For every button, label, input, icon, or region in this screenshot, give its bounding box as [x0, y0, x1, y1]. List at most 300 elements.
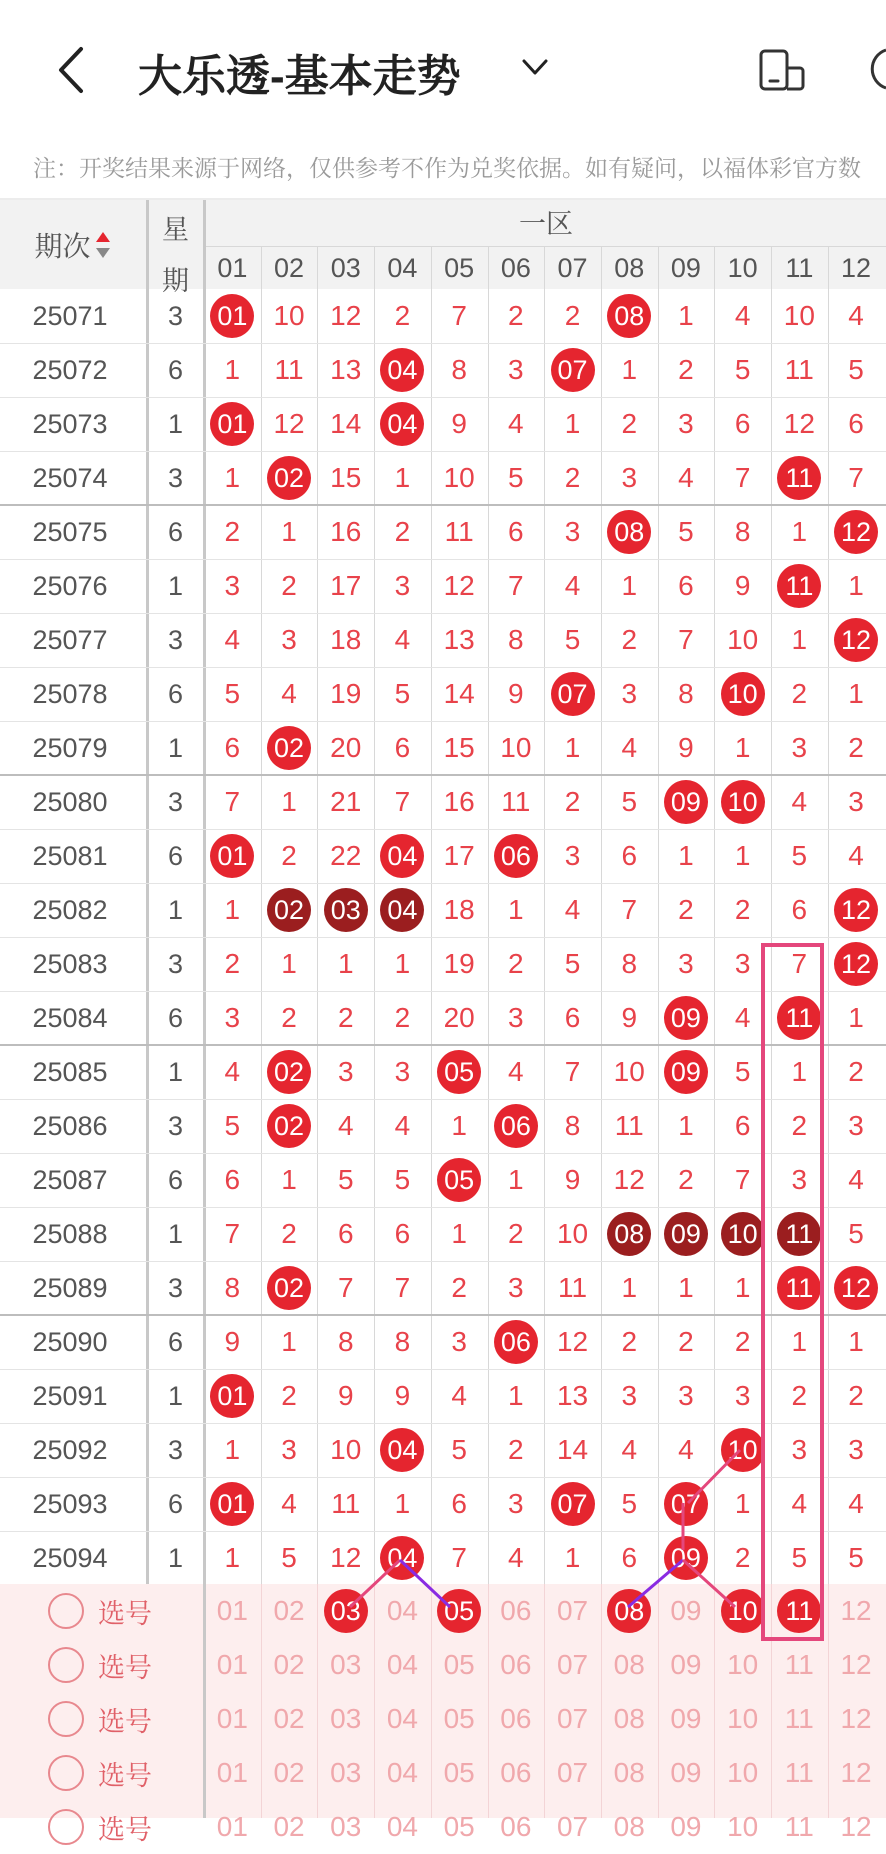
trend-cell: 7: [451, 1542, 467, 1573]
drawn-ball-cell: [374, 1423, 431, 1477]
drawn-ball-cell: [204, 1369, 261, 1423]
selected-number-ball[interactable]: 05: [437, 1589, 481, 1633]
trend-cell: 6: [848, 408, 864, 439]
pick-number[interactable]: [431, 1584, 488, 1638]
pick-row-select[interactable]: [0, 1638, 200, 1692]
trend-cell: 2: [224, 948, 241, 979]
trend-cell: 4: [564, 894, 581, 925]
week-cell: 1: [167, 408, 184, 439]
trend-cell: 1: [281, 786, 297, 817]
trend-cell: 1: [564, 732, 581, 763]
trend-cell: 5: [848, 1218, 864, 1249]
pick-number[interactable]: 05: [443, 1757, 475, 1788]
pick-number[interactable]: 01: [216, 1595, 248, 1626]
drawn-number-ball: 09: [664, 1212, 708, 1256]
trend-cell: 2: [564, 462, 581, 493]
pick-number[interactable]: [601, 1584, 658, 1638]
pick-number[interactable]: 10: [727, 1703, 759, 1734]
trend-cell: 1: [224, 1434, 241, 1465]
number-header: 03: [330, 253, 361, 283]
trend-cell: 7: [394, 1272, 411, 1303]
pick-number[interactable]: 12: [840, 1811, 872, 1842]
pick-number[interactable]: 02: [273, 1811, 305, 1842]
trend-cell: 6: [734, 1110, 751, 1141]
column-line: [317, 1584, 318, 1818]
drawn-number-ball: 02: [267, 456, 311, 500]
trend-cell: 5: [451, 1434, 467, 1465]
trend-cell: 10: [556, 1218, 589, 1249]
trend-cell: 1: [734, 1488, 751, 1519]
trend-cell: 8: [564, 1110, 581, 1141]
column-line: [658, 1584, 659, 1818]
trend-cell: 4: [734, 1002, 751, 1033]
trend-cell: 2: [678, 354, 694, 385]
week-cell: 3: [167, 462, 184, 493]
period-cell: 25090: [32, 1326, 108, 1357]
trend-cell: 3: [678, 948, 694, 979]
trend-cell: 3: [281, 1434, 297, 1465]
trend-cell: 7: [734, 462, 751, 493]
pick-number[interactable]: 01: [216, 1703, 248, 1734]
trend-cell: 1: [848, 678, 864, 709]
pick-number[interactable]: 04: [386, 1811, 419, 1842]
period-cell: 25084: [32, 1002, 108, 1033]
drawn-number-ball: 10: [721, 780, 765, 824]
trend-cell: 4: [394, 1110, 411, 1141]
drawn-ball-cell: [374, 397, 431, 451]
drawn-ball-cell: [261, 451, 318, 505]
trend-cell: 4: [678, 462, 694, 493]
trend-cell: 5: [848, 1542, 864, 1573]
trend-cell: 2: [791, 1110, 808, 1141]
trend-cell: 5: [224, 1110, 241, 1141]
pick-number[interactable]: 03: [330, 1811, 362, 1842]
trend-cell: 4: [508, 408, 524, 439]
pick-number[interactable]: 07: [556, 1811, 589, 1842]
pick-number[interactable]: 08: [613, 1757, 645, 1788]
trend-cell: 4: [621, 732, 638, 763]
trend-cell: 13: [330, 354, 362, 385]
trend-cell: 11: [331, 1488, 361, 1519]
drawn-number-ball: 12: [834, 888, 878, 932]
trend-cell: 2: [564, 300, 581, 331]
number-header: 06: [500, 253, 531, 283]
trend-cell: 3: [508, 1272, 524, 1303]
pick-number[interactable]: 08: [613, 1811, 645, 1842]
pick-number[interactable]: 02: [273, 1703, 305, 1734]
trend-cell: 3: [394, 570, 411, 601]
trend-cell: 2: [281, 1218, 297, 1249]
pick-number[interactable]: 05: [443, 1811, 475, 1842]
drawn-ball-cell: [204, 289, 261, 343]
trend-cell: 6: [451, 1488, 467, 1519]
trend-cell: 5: [564, 624, 581, 655]
trend-cell: 1: [734, 1272, 751, 1303]
trend-cell: 2: [337, 1002, 354, 1033]
trend-cell: 9: [394, 1380, 411, 1411]
disclaimer-note: 注：开奖结果来源于网络，仅供参考不作为兑奖依据。如有疑问，以福体彩官方数: [33, 155, 861, 181]
trend-cell: 3: [508, 354, 524, 385]
drawn-ball-cell: [601, 1207, 658, 1261]
trend-cell: 10: [330, 1434, 362, 1465]
trend-cell: 4: [734, 300, 751, 331]
trend-cell: 4: [848, 300, 864, 331]
pick-number[interactable]: 12: [840, 1757, 872, 1788]
divider-week: [203, 1584, 206, 1818]
pick-number[interactable]: 09: [670, 1703, 702, 1734]
trend-cell: 11: [274, 354, 304, 385]
trend-cell: 2: [394, 516, 411, 547]
trend-cell: 1: [508, 1380, 524, 1411]
pick-number[interactable]: 05: [443, 1649, 475, 1680]
drawn-ball-cell: [261, 1261, 318, 1315]
trend-cell: 1: [791, 516, 808, 547]
trend-cell: 4: [848, 1488, 864, 1519]
drawn-number-ball: 10: [721, 672, 765, 716]
drawn-number-ball: 09: [664, 996, 708, 1040]
number-header: 12: [841, 253, 872, 283]
page-title[interactable]: 大乐透-基本走势: [138, 52, 461, 101]
week-cell: 6: [167, 1002, 184, 1033]
period-cell: 25078: [32, 678, 108, 709]
pick-number[interactable]: 08: [613, 1703, 645, 1734]
drawn-number-ball: 10: [721, 1212, 765, 1256]
pick-number[interactable]: 09: [670, 1595, 702, 1626]
drawn-number-ball: 01: [210, 402, 254, 446]
pick-number[interactable]: 02: [273, 1757, 305, 1788]
trend-cell: 3: [848, 1110, 864, 1141]
drawn-number-ball: 02: [267, 726, 311, 770]
week-label-top: 星: [162, 215, 189, 245]
pick-number[interactable]: 06: [500, 1649, 532, 1680]
drawn-ball-cell: [601, 505, 658, 559]
drawn-ball-cell: [771, 1207, 828, 1261]
trend-cell: 8: [394, 1326, 411, 1357]
radio-circle-icon[interactable]: [48, 1809, 84, 1845]
trend-cell: 4: [791, 786, 808, 817]
chevron-down-icon[interactable]: [520, 55, 550, 79]
drawn-ball-cell: [658, 1477, 715, 1531]
trend-cell: 6: [224, 1164, 241, 1195]
pick-number[interactable]: 10: [727, 1811, 759, 1842]
pick-number[interactable]: 11: [784, 1703, 814, 1734]
column-line: [544, 1584, 545, 1818]
trend-cell: 12: [556, 1326, 589, 1357]
trend-cell: 10: [613, 1056, 645, 1087]
pick-number[interactable]: 04: [386, 1595, 419, 1626]
drawn-number-ball: 11: [777, 1212, 821, 1256]
trend-cell: 4: [791, 1488, 808, 1519]
drawn-number-ball: 12: [834, 942, 878, 986]
pick-number[interactable]: 03: [330, 1757, 362, 1788]
trend-cell: 1: [734, 732, 751, 763]
trend-cell: 10: [727, 624, 759, 655]
radio-circle-icon[interactable]: [48, 1647, 84, 1683]
pick-number[interactable]: 10: [727, 1757, 759, 1788]
trend-cell: 2: [791, 678, 808, 709]
week-cell: 3: [167, 1110, 184, 1141]
trend-cell: 8: [678, 678, 694, 709]
trend-cell: 20: [443, 1002, 475, 1033]
drawn-ball-cell: [714, 1207, 771, 1261]
pick-number[interactable]: 02: [273, 1649, 305, 1680]
drawn-number-ball: 02: [267, 888, 311, 932]
trend-cell: 1: [337, 948, 354, 979]
trend-cell: 4: [508, 1056, 524, 1087]
trend-cell: 8: [224, 1272, 241, 1303]
radio-circle-icon[interactable]: [48, 1593, 84, 1629]
trend-cell: 7: [791, 948, 808, 979]
drawn-number-ball: 11: [777, 456, 821, 500]
trend-cell: 3: [678, 408, 694, 439]
trend-cell: 2: [564, 786, 581, 817]
pick-number[interactable]: 10: [727, 1649, 759, 1680]
trend-cell: 5: [394, 1164, 411, 1195]
trend-cell: 10: [500, 732, 532, 763]
week-label-bottom: 期: [162, 266, 189, 296]
trend-cell: 7: [508, 570, 524, 601]
trend-cell: 6: [791, 894, 808, 925]
number-header: 05: [444, 253, 475, 283]
trend-cell: 4: [394, 624, 411, 655]
pick-number[interactable]: 04: [386, 1703, 419, 1734]
period-cell: 25073: [32, 408, 108, 439]
selected-number-ball[interactable]: 03: [324, 1589, 368, 1633]
trend-cell: 7: [337, 1272, 354, 1303]
drawn-ball-cell: [261, 1045, 318, 1099]
trend-cell: 6: [734, 408, 751, 439]
pick-number[interactable]: 06: [500, 1703, 532, 1734]
period-cell: 25082: [32, 894, 108, 925]
radio-circle-icon[interactable]: [48, 1755, 84, 1791]
trend-cell: 2: [281, 570, 297, 601]
drawn-ball-cell: [828, 1261, 885, 1315]
trend-cell: 2: [848, 732, 864, 763]
drawn-number-ball: 08: [607, 1212, 651, 1256]
pick-number[interactable]: 12: [840, 1649, 872, 1680]
trend-cell: 4: [678, 1434, 694, 1465]
drawn-number-ball: 01: [210, 834, 254, 878]
drawn-number-ball: 04: [380, 402, 424, 446]
pick-number[interactable]: 01: [216, 1811, 248, 1842]
drawn-number-ball: 04: [380, 834, 424, 878]
pick-number[interactable]: 06: [500, 1595, 532, 1626]
column-line: [771, 1584, 772, 1818]
trend-cell: 2: [508, 300, 524, 331]
week-cell: 6: [167, 516, 184, 547]
pick-number[interactable]: 06: [500, 1757, 532, 1788]
pick-number[interactable]: 11: [784, 1811, 814, 1842]
number-header: 02: [274, 253, 305, 283]
pick-number[interactable]: 09: [670, 1757, 702, 1788]
group-separator: [0, 1314, 886, 1316]
trend-cell: 3: [734, 948, 751, 979]
drawn-ball-cell: [544, 343, 601, 397]
drawn-ball-cell: [658, 1531, 715, 1585]
trend-cell: 11: [784, 354, 814, 385]
trend-cell: 3: [337, 1056, 354, 1087]
drawn-ball-cell: [771, 451, 828, 505]
pick-number[interactable]: 08: [613, 1649, 645, 1680]
pick-number[interactable]: 03: [330, 1703, 362, 1734]
column-header-period[interactable]: [0, 200, 145, 289]
drawn-ball-cell: [771, 991, 828, 1045]
pick-label: 选号: [98, 1706, 152, 1737]
pick-number[interactable]: 03: [330, 1649, 362, 1680]
drawn-number-ball: 04: [380, 1536, 424, 1580]
drawn-ball-cell: [431, 1153, 488, 1207]
trend-cell: 8: [621, 948, 638, 979]
pick-number[interactable]: 06: [500, 1811, 532, 1842]
pick-number[interactable]: [714, 1584, 771, 1638]
pick-number[interactable]: 11: [784, 1757, 814, 1788]
trend-cell: 3: [791, 732, 808, 763]
trend-cell: 4: [848, 840, 864, 871]
trend-cell: 17: [330, 570, 362, 601]
sort-icon[interactable]: [95, 230, 111, 260]
trend-cell: 4: [848, 1164, 864, 1195]
pick-number[interactable]: 04: [386, 1757, 419, 1788]
trend-cell: 2: [451, 1272, 467, 1303]
drawn-number-ball: 02: [267, 1104, 311, 1148]
period-cell: 25075: [32, 516, 108, 547]
trend-cell: 1: [451, 1218, 467, 1249]
trend-cell: 7: [621, 894, 638, 925]
drawn-ball-cell: [261, 721, 318, 775]
number-header: 01: [217, 253, 248, 283]
drawn-ball-cell: [544, 667, 601, 721]
trend-cell: 3: [678, 1380, 694, 1411]
trend-cell: 9: [564, 1164, 581, 1195]
trend-cell: 3: [281, 624, 297, 655]
drawn-ball-cell: [714, 775, 771, 829]
pick-number[interactable]: [771, 1584, 828, 1638]
period-cell: 25076: [32, 570, 108, 601]
trend-cell: 11: [501, 786, 531, 817]
pick-number[interactable]: 07: [556, 1595, 589, 1626]
pick-row-select[interactable]: [0, 1692, 200, 1746]
trend-cell: 8: [508, 624, 524, 655]
trend-cell: 4: [281, 678, 297, 709]
trend-cell: 12: [443, 570, 475, 601]
pick-number[interactable]: 09: [670, 1649, 702, 1680]
pick-number[interactable]: 02: [273, 1595, 305, 1626]
selected-number-ball[interactable]: 10: [721, 1589, 765, 1633]
trend-cell: 5: [734, 1056, 751, 1087]
trend-cell: 5: [281, 1542, 297, 1573]
trend-cell: 1: [224, 1542, 241, 1573]
drawn-number-ball: 12: [834, 618, 878, 662]
trend-cell: 8: [734, 516, 751, 547]
pick-row-select[interactable]: [0, 1746, 200, 1800]
trend-cell: 3: [848, 1434, 864, 1465]
rotate-screen-icon[interactable]: [758, 48, 806, 92]
drawn-number-ball: 11: [777, 996, 821, 1040]
trend-cell: 7: [394, 786, 411, 817]
trend-cell: 1: [224, 894, 241, 925]
drawn-ball-cell: [828, 505, 885, 559]
trend-cell: 1: [508, 1164, 524, 1195]
pick-number[interactable]: 09: [670, 1811, 702, 1842]
drawn-number-ball: 07: [551, 672, 595, 716]
week-cell: 1: [167, 1218, 184, 1249]
pick-number[interactable]: 01: [216, 1649, 248, 1680]
trend-cell: 4: [224, 624, 241, 655]
trend-cell: 3: [621, 462, 638, 493]
trend-cell: 1: [281, 1326, 297, 1357]
trend-cell: 3: [621, 1380, 638, 1411]
pick-label: 选号: [98, 1760, 152, 1791]
trend-cell: 1: [394, 948, 411, 979]
trend-cell: 7: [224, 1218, 241, 1249]
week-cell: 3: [167, 1272, 184, 1303]
trend-cell: 5: [564, 948, 581, 979]
trend-cell: 4: [224, 1056, 241, 1087]
drawn-ball-cell: [374, 883, 431, 937]
drawn-ball-cell: [658, 1045, 715, 1099]
pick-number[interactable]: 07: [556, 1757, 589, 1788]
back-arrow-icon[interactable]: [55, 45, 85, 95]
column-line: [828, 1584, 829, 1818]
period-cell: 25080: [32, 786, 108, 817]
drawn-number-ball: 02: [267, 1050, 311, 1094]
pick-number[interactable]: 04: [386, 1649, 419, 1680]
trend-cell: 2: [621, 408, 638, 439]
radio-circle-icon[interactable]: [48, 1701, 84, 1737]
trend-cell: 5: [621, 786, 638, 817]
pick-number[interactable]: 01: [216, 1757, 248, 1788]
trend-cell: 2: [734, 1326, 751, 1357]
pick-row-select[interactable]: [0, 1584, 200, 1638]
column-line: [488, 1584, 489, 1818]
trend-cell: 2: [508, 1218, 524, 1249]
trend-cell: 6: [678, 570, 694, 601]
week-cell: 1: [167, 570, 184, 601]
period-cell: 25092: [32, 1434, 108, 1465]
pick-number[interactable]: [317, 1584, 374, 1638]
number-header: 08: [614, 253, 645, 283]
week-cell: 1: [167, 1056, 184, 1087]
period-cell: 25085: [32, 1056, 108, 1087]
pick-number[interactable]: 07: [556, 1649, 589, 1680]
drawn-ball-cell: [714, 667, 771, 721]
trend-cell: 1: [451, 1110, 467, 1141]
pick-number[interactable]: 07: [556, 1703, 589, 1734]
drawn-number-ball: 03: [324, 888, 368, 932]
selected-number-ball[interactable]: 08: [607, 1589, 651, 1633]
pick-number[interactable]: 12: [840, 1703, 872, 1734]
trend-cell: 2: [791, 1380, 808, 1411]
pick-number[interactable]: 05: [443, 1703, 475, 1734]
period-cell: 25087: [32, 1164, 108, 1195]
pick-number[interactable]: 11: [784, 1649, 814, 1680]
trend-cell: 2: [394, 300, 411, 331]
trend-cell: 5: [678, 516, 694, 547]
trend-cell: 7: [734, 1164, 751, 1195]
drawn-number-ball: 05: [437, 1050, 481, 1094]
trend-cell: 1: [791, 1056, 808, 1087]
drawn-ball-cell: [828, 613, 885, 667]
week-cell: 6: [167, 354, 184, 385]
pick-row-select[interactable]: [0, 1800, 200, 1854]
trend-cell: 13: [556, 1380, 589, 1411]
selected-number-ball[interactable]: 11: [777, 1589, 821, 1633]
period-cell: 25091: [32, 1380, 108, 1411]
pick-number[interactable]: 12: [840, 1595, 872, 1626]
drawn-number-ball: 02: [267, 1266, 311, 1310]
more-icon[interactable]: [868, 46, 886, 92]
drawn-ball-cell: [544, 1477, 601, 1531]
